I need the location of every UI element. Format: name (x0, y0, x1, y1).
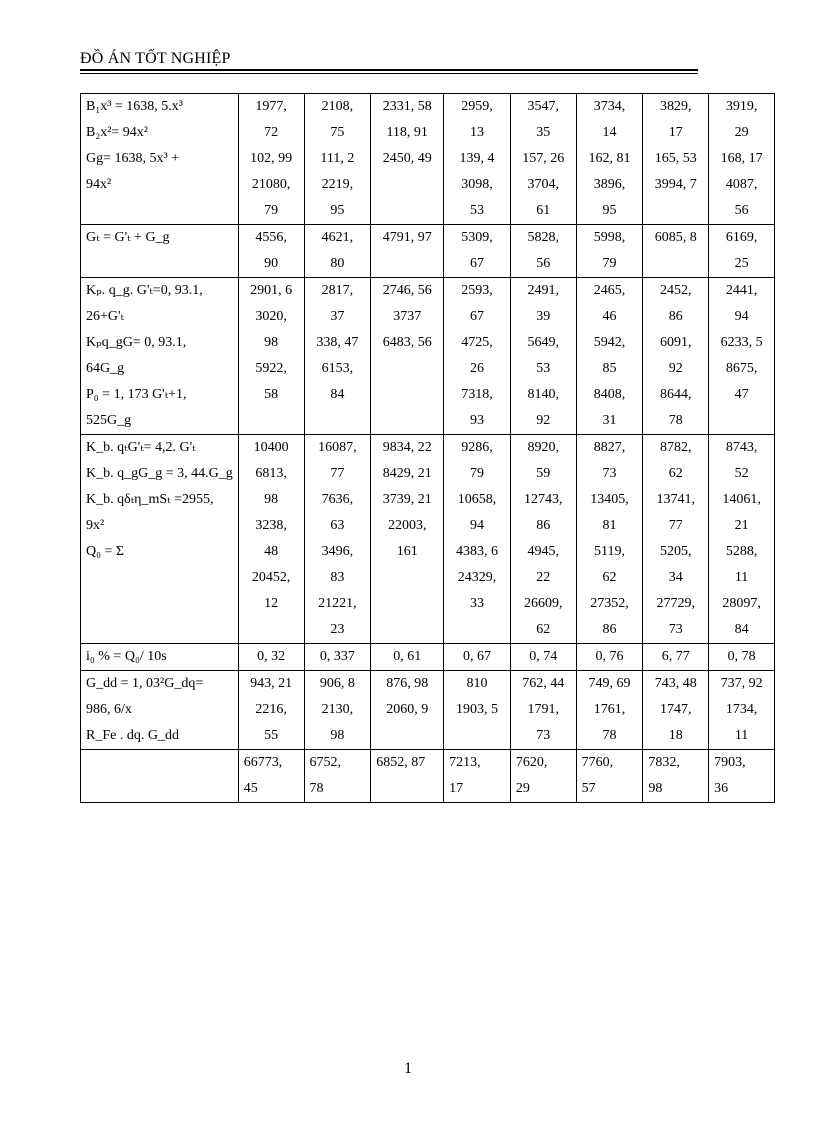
value-line: 2219, (321, 177, 354, 192)
value-cell (709, 94, 775, 225)
value-line: 3994, 7 (654, 177, 697, 192)
value-line: 6169, (725, 230, 758, 245)
table-row (81, 94, 775, 225)
value-line: 13405, (590, 492, 629, 507)
value-cell (371, 644, 444, 671)
value-cell (576, 94, 643, 225)
value-line: 6852, 87 (376, 755, 426, 770)
table-body (81, 94, 775, 803)
value-line: 98 (330, 728, 345, 743)
value-line: 26609, (524, 596, 563, 611)
header-rule-thick (80, 69, 698, 71)
value-cell (238, 750, 304, 803)
value-line: 67 (470, 309, 485, 324)
value-line: 111, 2 (320, 151, 355, 166)
value-line: 5309, (461, 230, 493, 245)
value-line: 73 (536, 728, 551, 743)
value-line: 7832, (648, 755, 680, 770)
value-line: 10658, (457, 492, 497, 507)
value-line: 77 (668, 518, 683, 533)
value-line: 9834, 22 (382, 440, 432, 455)
value-line: 743, 48 (654, 676, 697, 691)
row-label-line: 9x² (86, 518, 105, 533)
value-line: 139, 4 (459, 151, 495, 166)
value-line: 66773, (243, 755, 283, 770)
value-line: 1761, (593, 702, 626, 717)
row-label-cell (81, 435, 239, 644)
page-number: 1 (404, 1060, 412, 1077)
value-line: 98 (264, 492, 279, 507)
row-label-line: P₀ = 1, 173 G'ₜ+1, (86, 387, 187, 402)
value-line: 1903, 5 (456, 702, 499, 717)
document-title: ĐỒ ÁN TỐT NGHIỆP (80, 50, 231, 67)
value-cell (709, 750, 775, 803)
value-line: 18 (668, 728, 683, 743)
value-line: 162, 81 (588, 151, 631, 166)
value-line: 8644, (660, 387, 692, 402)
value-line: 11 (734, 570, 749, 585)
value-line: 14061, (722, 492, 761, 507)
row-label-line: Q₀ = Σ (86, 544, 125, 559)
value-line: 63 (330, 518, 345, 533)
value-line: 0, 32 (257, 649, 286, 664)
value-line: 4945, (527, 544, 560, 559)
table-row (81, 671, 775, 750)
value-line: 10400 (253, 440, 289, 455)
value-cell (444, 644, 511, 671)
value-line: 737, 92 (720, 676, 763, 691)
value-cell (444, 671, 511, 750)
value-cell (709, 225, 775, 278)
value-line: 118, 91 (386, 125, 428, 140)
value-line: 1747, (660, 702, 692, 717)
value-line: 95 (602, 203, 617, 218)
value-line: 98 (264, 335, 279, 350)
value-line: 762, 44 (522, 676, 565, 691)
value-line: 79 (602, 256, 617, 271)
calculation-table (80, 93, 775, 803)
value-line: 47 (734, 387, 749, 402)
value-line: 2901, 6 (250, 283, 293, 298)
value-line: 59 (536, 466, 551, 481)
value-line: 52 (734, 466, 749, 481)
row-label-line: 26+G'ₜ (86, 309, 124, 324)
value-line: 2452, (660, 283, 692, 298)
value-line: 45 (243, 781, 258, 796)
value-line: 5205, (660, 544, 692, 559)
value-line: 28097, (722, 596, 761, 611)
value-line: 21 (734, 518, 749, 533)
value-line: 2130, (321, 702, 354, 717)
row-label-line: K_b. qₜG'ₜ= 4,2. G'ₜ (86, 440, 196, 455)
value-line: 79 (470, 466, 485, 481)
value-cell (510, 278, 576, 435)
value-line: 3734, (593, 99, 626, 114)
value-line: 72 (264, 125, 279, 140)
value-line: 3919, (725, 99, 758, 114)
value-line: 157, 26 (522, 151, 565, 166)
value-line: 92 (536, 413, 551, 428)
value-cell (643, 750, 709, 803)
value-line: 8140, (527, 387, 560, 402)
value-line: 62 (602, 570, 617, 585)
value-line: 25 (734, 256, 749, 271)
value-line: 56 (734, 203, 749, 218)
row-label-line: 525G_g (86, 413, 132, 428)
value-cell (643, 225, 709, 278)
value-line: 8429, 21 (382, 466, 432, 481)
value-line: 29 (515, 781, 530, 796)
value-line: 53 (536, 361, 551, 376)
value-line: 7636, (321, 492, 354, 507)
value-line: 5828, (527, 230, 560, 245)
value-line: 4725, (461, 335, 493, 350)
value-line: 86 (602, 622, 617, 637)
value-line: 78 (309, 781, 324, 796)
table-row (81, 435, 775, 644)
value-line: 55 (264, 728, 279, 743)
value-line: 0, 67 (463, 649, 492, 664)
value-cell (304, 225, 371, 278)
value-line: 6233, 5 (720, 335, 763, 350)
value-cell (576, 750, 643, 803)
row-label-line: B₁x³ = 1638, 5.x³ (86, 99, 184, 114)
value-line: 20452, (251, 570, 291, 585)
value-line: 3496, (321, 544, 354, 559)
row-label-line: B₂x²= 94x² (86, 125, 149, 140)
value-line: 84 (734, 622, 749, 637)
value-line: 2331, 58 (382, 99, 432, 114)
value-line: 6752, (309, 755, 342, 770)
value-cell (510, 435, 576, 644)
value-line: 2593, (461, 283, 493, 298)
value-line: 4383, 6 (456, 544, 499, 559)
row-label-line: R_Fe . dq. G_dd (86, 728, 179, 743)
value-line: 2959, (461, 99, 493, 114)
value-line: 3704, (527, 177, 560, 192)
value-line: 2108, (321, 99, 354, 114)
value-cell (444, 435, 511, 644)
value-line: 39 (536, 309, 551, 324)
value-line: 0, 76 (595, 649, 624, 664)
value-line: 2465, (593, 283, 626, 298)
value-cell (576, 278, 643, 435)
value-cell (304, 750, 371, 803)
value-cell (643, 644, 709, 671)
value-line: 12 (264, 596, 279, 611)
value-cell (238, 671, 304, 750)
value-cell (371, 750, 444, 803)
value-cell (510, 94, 576, 225)
value-line: 61 (536, 203, 551, 218)
value-line: 34 (668, 570, 683, 585)
value-cell (576, 644, 643, 671)
document-header (80, 50, 698, 68)
value-line: 6813, (255, 466, 287, 481)
table-row (81, 278, 775, 435)
row-label-line: K_b. qδₜη_mSₜ =2955, (86, 492, 214, 507)
value-cell (304, 435, 371, 644)
value-line: 98 (648, 781, 663, 796)
value-line: 35 (536, 125, 551, 140)
value-line: 1734, (725, 702, 758, 717)
value-cell (510, 644, 576, 671)
value-line: 94 (734, 309, 749, 324)
value-line: 17 (668, 125, 683, 140)
value-line: 810 (466, 676, 488, 691)
value-line: 3829, (660, 99, 692, 114)
value-line: 22 (536, 570, 551, 585)
value-line: 8920, (527, 440, 560, 455)
value-line: 21080, (251, 177, 291, 192)
value-cell (304, 278, 371, 435)
value-line: 1977, (255, 99, 287, 114)
value-line: 46 (602, 309, 617, 324)
value-line: 0, 78 (727, 649, 756, 664)
value-line: 26 (470, 361, 485, 376)
value-line: 2491, (527, 283, 560, 298)
value-line: 161 (396, 544, 418, 559)
value-cell (444, 225, 511, 278)
value-cell (444, 278, 511, 435)
value-line: 168, 17 (720, 151, 763, 166)
value-cell (709, 671, 775, 750)
value-line: 4621, (321, 230, 354, 245)
value-line: 3547, (527, 99, 560, 114)
row-label-line: Kₚ. q_g. G'ₜ=0, 93.1, (86, 283, 203, 298)
row-label-cell (81, 644, 239, 671)
value-cell (238, 435, 304, 644)
value-line: 29 (734, 125, 749, 140)
value-line: 75 (330, 125, 345, 140)
value-line: 2746, 56 (382, 283, 432, 298)
value-line: 6483, 56 (382, 335, 432, 350)
value-line: 4791, 97 (382, 230, 432, 245)
value-line: 86 (668, 309, 683, 324)
value-line: 22003, (387, 518, 427, 533)
value-line: 12743, (524, 492, 563, 507)
value-line: 92 (668, 361, 683, 376)
value-line: 57 (581, 781, 596, 796)
value-cell (371, 435, 444, 644)
value-line: 8675, (725, 361, 758, 376)
table-row (81, 750, 775, 803)
value-line: 77 (330, 466, 345, 481)
value-line: 165, 53 (654, 151, 697, 166)
value-line: 5649, (527, 335, 560, 350)
value-line: 3238, (255, 518, 287, 533)
value-line: 78 (668, 413, 683, 428)
value-line: 3098, (461, 177, 493, 192)
value-line: 33 (470, 596, 485, 611)
value-line: 0, 61 (393, 649, 422, 664)
value-line: 6091, (660, 335, 692, 350)
value-line: 8408, (593, 387, 626, 402)
value-cell (510, 671, 576, 750)
value-line: 36 (714, 781, 729, 796)
value-cell (643, 435, 709, 644)
value-cell (371, 225, 444, 278)
value-line: 24329, (457, 570, 497, 585)
value-line: 13 (470, 125, 485, 140)
value-line: 56 (536, 256, 551, 271)
value-line: 8743, (725, 440, 758, 455)
value-line: 58 (264, 387, 279, 402)
value-line: 906, 8 (319, 676, 355, 691)
value-line: 11 (734, 728, 749, 743)
header-rule-thin (80, 73, 698, 74)
value-line: 4087, (725, 177, 758, 192)
row-label-line: K_b. q_gG_g = 3, 44.G_g (86, 466, 233, 481)
table-row (81, 225, 775, 278)
value-cell (371, 94, 444, 225)
value-line: 14 (602, 125, 617, 140)
value-line: 5119, (594, 544, 625, 559)
value-line: 13741, (656, 492, 696, 507)
value-cell (238, 94, 304, 225)
value-line: 90 (264, 256, 279, 271)
value-line: 749, 69 (588, 676, 631, 691)
value-line: 95 (330, 203, 345, 218)
value-line: 4556, (255, 230, 287, 245)
value-line: 23 (330, 622, 345, 637)
value-line: 5922, (255, 361, 287, 376)
value-cell (444, 94, 511, 225)
value-line: 94 (470, 518, 485, 533)
row-label-cell (81, 750, 239, 803)
value-line: 16087, (318, 440, 357, 455)
value-line: 93 (470, 413, 485, 428)
value-line: 53 (470, 203, 485, 218)
row-label-line: Gg= 1638, 5x³ + (86, 151, 180, 166)
value-line: 7760, (581, 755, 614, 770)
value-line: 62 (668, 466, 683, 481)
row-label-line: 986, 6/x (86, 702, 132, 717)
value-cell (444, 750, 511, 803)
value-line: 943, 21 (250, 676, 293, 691)
row-label-line: 64G_g (86, 361, 125, 376)
value-cell (371, 671, 444, 750)
value-line: 80 (330, 256, 345, 271)
value-cell (304, 644, 371, 671)
value-line: 3737 (393, 309, 422, 324)
value-line: 3739, 21 (382, 492, 432, 507)
value-cell (709, 644, 775, 671)
value-line: 7318, (461, 387, 493, 402)
value-line: 62 (536, 622, 551, 637)
value-cell (510, 225, 576, 278)
value-cell (238, 278, 304, 435)
value-line: 37 (330, 309, 345, 324)
row-label-cell (81, 278, 239, 435)
value-cell (304, 94, 371, 225)
value-line: 2817, (321, 283, 354, 298)
value-line: 27352, (590, 596, 629, 611)
row-label-line: G_dd = 1, 03²G_dq= (86, 676, 204, 691)
value-line: 7620, (515, 755, 548, 770)
value-line: 9286, (461, 440, 493, 455)
value-line: 5942, (593, 335, 626, 350)
value-cell (576, 225, 643, 278)
value-line: 21221, (318, 596, 357, 611)
value-line: 8827, (593, 440, 626, 455)
value-cell (576, 435, 643, 644)
value-line: 7213, (449, 755, 481, 770)
value-line: 2060, 9 (386, 702, 429, 717)
value-cell (238, 225, 304, 278)
value-line: 2450, 49 (382, 151, 432, 166)
row-label-line: Gₜ = G'ₜ + G_g (86, 230, 170, 245)
value-line: 83 (330, 570, 345, 585)
value-line: 31 (602, 413, 617, 428)
value-line: 0, 74 (529, 649, 558, 664)
value-cell (238, 644, 304, 671)
value-line: 78 (602, 728, 617, 743)
value-cell (709, 278, 775, 435)
value-cell (510, 750, 576, 803)
value-line: 86 (536, 518, 551, 533)
value-cell (304, 671, 371, 750)
value-cell (709, 435, 775, 644)
value-line: 338, 47 (316, 335, 359, 350)
value-cell (643, 671, 709, 750)
value-cell (643, 278, 709, 435)
value-line: 67 (470, 256, 485, 271)
value-line: 73 (602, 466, 617, 481)
value-line: 3896, (593, 177, 626, 192)
value-line: 79 (264, 203, 279, 218)
value-line: 7903, (714, 755, 746, 770)
value-line: 6, 77 (661, 649, 690, 664)
value-line: 27729, (656, 596, 696, 611)
row-label-cell (81, 671, 239, 750)
row-label-line: Kₚq_gG= 0, 93.1, (86, 335, 187, 350)
value-cell (643, 94, 709, 225)
row-label-cell (81, 94, 239, 225)
value-line: 3020, (255, 309, 287, 324)
row-label-line: 94x² (86, 177, 112, 192)
value-line: 2216, (255, 702, 287, 717)
value-line: 5288, (725, 544, 758, 559)
value-line: 0, 337 (319, 649, 355, 664)
value-line: 1791, (527, 702, 560, 717)
value-line: 102, 99 (250, 151, 293, 166)
value-line: 5998, (593, 230, 626, 245)
value-cell (371, 278, 444, 435)
row-label-line: i₀ % = Q₀/ 10s (86, 649, 167, 664)
table-row (81, 644, 775, 671)
value-line: 876, 98 (386, 676, 429, 691)
row-label-cell (81, 225, 239, 278)
value-line: 84 (330, 387, 345, 402)
value-line: 48 (264, 544, 279, 559)
value-cell (576, 671, 643, 750)
value-line: 2441, (725, 283, 758, 298)
value-line: 6085, 8 (654, 230, 697, 245)
value-line: 73 (668, 622, 683, 637)
value-line: 85 (602, 361, 617, 376)
value-line: 17 (449, 781, 464, 796)
value-line: 8782, (660, 440, 692, 455)
value-line: 6153, (321, 361, 354, 376)
value-line: 81 (602, 518, 617, 533)
